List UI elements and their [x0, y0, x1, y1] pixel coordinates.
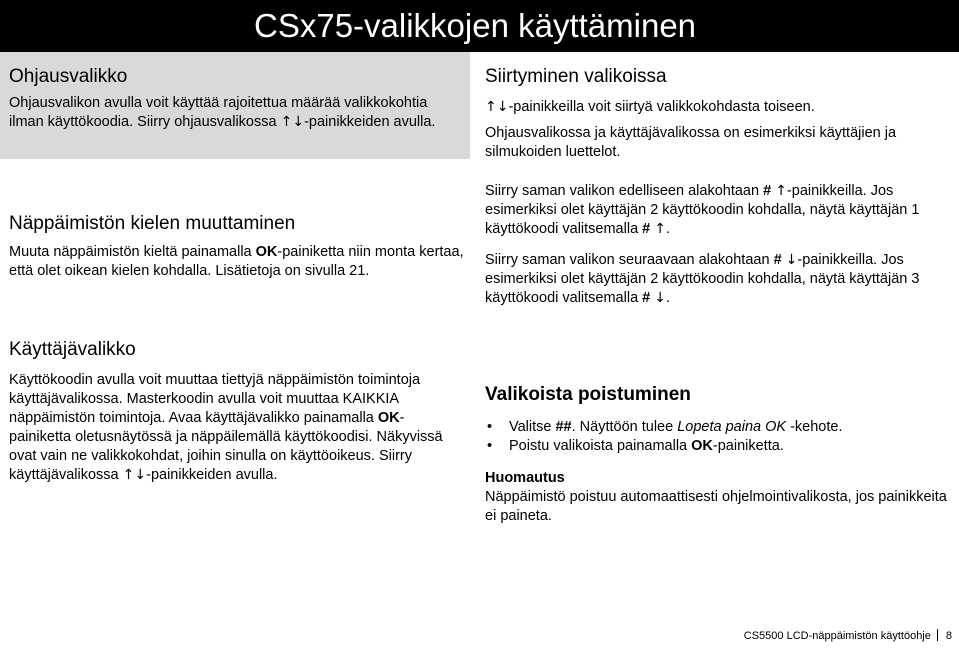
- bullet-icon: •: [487, 438, 493, 454]
- list-item: • Poistu valikoista painamalla OK-painiketta.: [487, 438, 784, 454]
- huomautus-section: [485, 469, 947, 526]
- ok-label: OK: [377, 410, 400, 426]
- up-arrow-icon: ↑: [485, 99, 497, 115]
- kieli-heading: Näppäimistön kielen muuttaminen: [9, 213, 296, 234]
- ok-label: OK: [255, 244, 278, 260]
- down-arrow-icon: ↓: [134, 467, 147, 483]
- siirtyminen-heading: Siirtyminen valikoissa: [485, 66, 667, 87]
- kayttajavalikko-heading: Käyttäjävalikko: [9, 339, 136, 360]
- siirtyminen-p3: Siirry saman valikon edelliseen alakohtaan # ↑-painikkeilla. Jos esimerkiksi olet käyttäjän 2 käyttökoodin kohdalla, näytä käyttäjän 1 käyttökoodi valitsemalla # ↑.: [485, 183, 920, 237]
- siirtyminen-section: [485, 66, 947, 308]
- poistuminen-section: [485, 384, 947, 456]
- down-arrow-icon: ↓: [785, 252, 798, 268]
- page-number: 8: [945, 630, 952, 642]
- poistuminen-list: [485, 418, 947, 456]
- footer-doc-title: CS5500 LCD-näppäimistön käyttöohje: [743, 630, 931, 642]
- page-title: CSx75-valikkojen käyttäminen: [254, 7, 697, 44]
- siirtyminen-p4: Siirry saman valikon seuraavaan alakohtaan # ↓-painikkeilla. Jos esimerkiksi olet käyttäjän 2 käyttökoodin kohdalla, näytä käyttäjän 3 käyttökoodi valitsemalla # ↓.: [485, 252, 920, 306]
- bullet-icon: •: [487, 419, 493, 435]
- up-arrow-icon: ↑: [280, 114, 293, 130]
- footer-divider: [937, 629, 938, 641]
- kayttajavalikko-section: [9, 339, 464, 485]
- kayttajavalikko-text: Käyttökoodin avulla voit muuttaa tiettyjä näppäimistön toimintoja käyttäjävalikossa. Masterkoodin avulla voit muuttaa KAIKKIA näppäimistön toimintoja. Avaa käyttäjävalikko painamalla OK-painiketta oletusnäytössä ja näppäilemällä käyttökoodisi. Näkyvissä ovat vain ne valikkokohdat, joihin sinulla on käyttöoikeus. Siirry käyttäjävalikossa ↑↓-painikkeiden avulla.: [9, 372, 443, 483]
- list-item: • Valitse ##. Näyttöön tulee Lopeta paina OK -kehote.: [487, 419, 843, 435]
- ohjausvalikko-heading: Ohjausvalikko: [9, 66, 128, 87]
- down-arrow-icon: ↓: [292, 114, 305, 130]
- siirtyminen-p1: ↑↓-painikkeilla voit siirtyä valikkokohdasta toiseen.: [485, 99, 815, 115]
- up-arrow-icon: ↑: [775, 183, 787, 199]
- kieli-text: Muuta näppäimistön kieltä painamalla OK-painiketta niin monta kertaa, että olet oikean kielen kohdalla. Lisätietoja on sivulla 21.: [9, 244, 464, 279]
- poistuminen-heading: Valikoista poistuminen: [485, 384, 691, 405]
- up-arrow-icon: ↑: [122, 467, 135, 483]
- down-arrow-icon: ↓: [496, 99, 509, 115]
- ohjausvalikko-section: [9, 66, 464, 132]
- kieli-section: [9, 213, 464, 281]
- page-header: [0, 0, 959, 52]
- page-footer: [744, 629, 952, 643]
- up-arrow-icon: ↑: [654, 221, 667, 237]
- down-arrow-icon: ↓: [654, 290, 667, 306]
- siirtyminen-p2: Ohjausvalikossa ja käyttäjävalikossa on esimerkiksi käyttäjien ja silmukoiden luettelot.: [485, 125, 897, 160]
- huomautus-text: Näppäimistö poistuu automaattisesti ohjelmointivalikosta, jos painikkeita ei paineta.: [485, 489, 947, 524]
- huomautus-heading: Huomautus: [485, 470, 565, 486]
- ohjausvalikko-text: Ohjausvalikon avulla voit käyttää rajoitettua määrää valikkokohtia ilman käyttökoodia. Siirry ohjausvalikossa ↑↓-painikkeiden avulla.: [9, 95, 436, 130]
